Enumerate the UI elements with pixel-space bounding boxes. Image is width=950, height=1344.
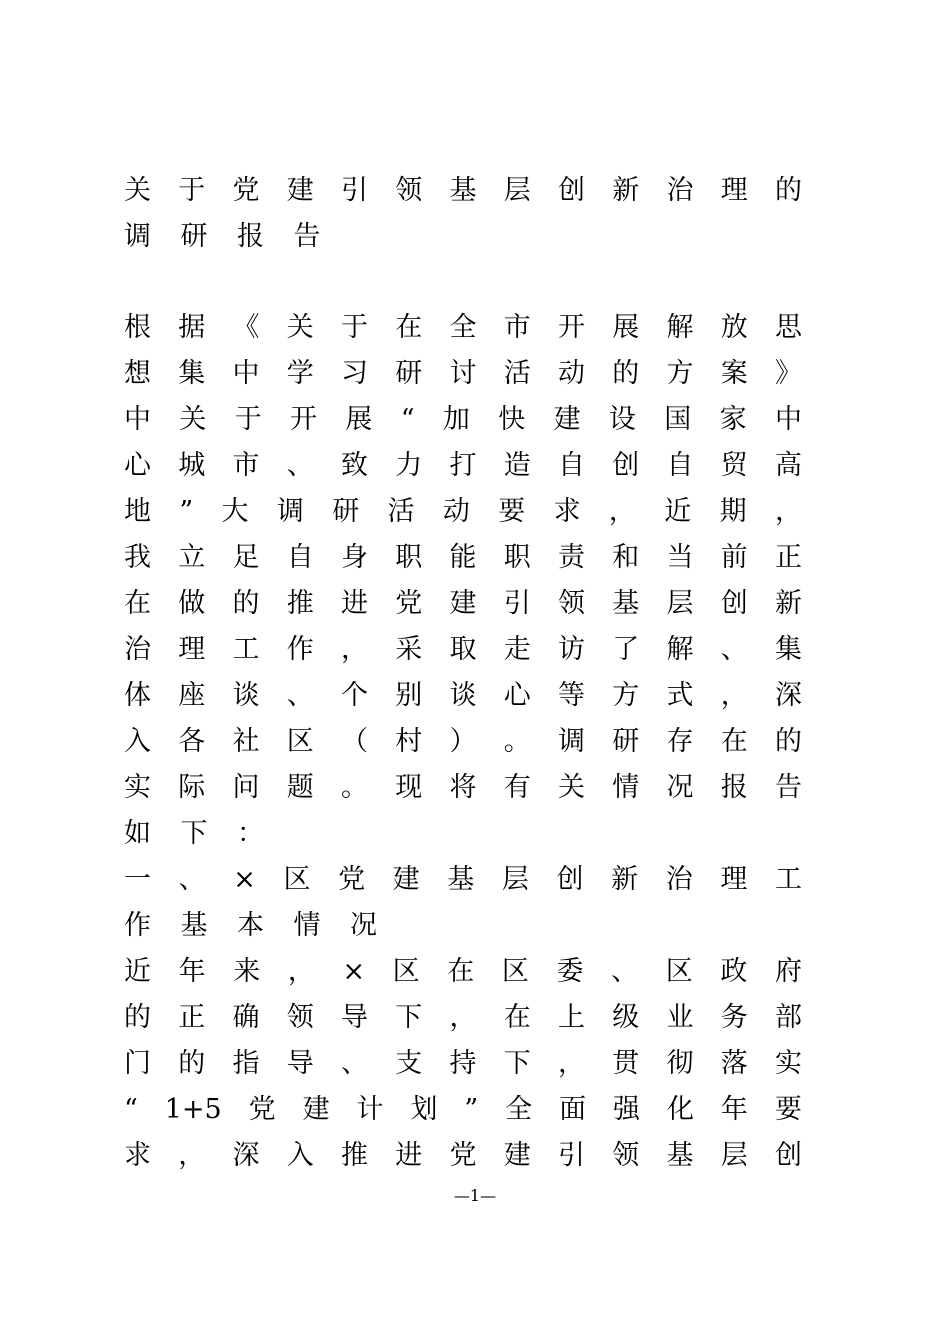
body-line: 门 的 指 导 、 支 持 下 ， 贯 彻 落 实 xyxy=(124,1048,802,1079)
body-line: 中 关 于 开 展 “ 加 快 建 设 国 家 中 xyxy=(124,404,802,435)
section-heading-line: 一 、 × 区 党 建 基 层 创 新 治 理 工 xyxy=(124,864,802,895)
title-line: 关 于 党 建 引 领 基 层 创 新 治 理 的 xyxy=(124,175,802,206)
body-line: 近 年 来 ， × 区 在 区 委 、 区 政 府 xyxy=(124,956,802,987)
page-number: —1— xyxy=(453,1186,497,1205)
body-line: 心 城 市 、 致 力 打 造 自 创 自 贸 高 xyxy=(124,450,802,481)
body-line: 体 座 谈 、 个 别 谈 心 等 方 式 ， 深 xyxy=(124,680,802,711)
body-line: 治 理 工 作 ， 采 取 走 访 了 解 、 集 xyxy=(124,634,802,665)
body-line: 想 集 中 学 习 研 讨 活 动 的 方 案 》 xyxy=(124,358,802,389)
body-line: 的 正 确 领 导 下 ， 在 上 级 业 务 部 xyxy=(124,1002,802,1033)
body-line: 我 立 足 自 身 职 能 职 责 和 当 前 正 xyxy=(124,542,802,573)
body-line: 实 际 问 题 。 现 将 有 关 情 况 报 告 xyxy=(124,772,802,803)
body-line: 如 下 ： xyxy=(124,818,264,849)
body-line: 入 各 社 区 （ 村 ） 。 调 研 存 在 的 xyxy=(124,726,802,757)
body-line: 地 ” 大 调 研 活 动 要 求 ， 近 期 ， xyxy=(124,496,802,527)
body-line: “ 1+5 党 建 计 划 ” 全 面 强 化 年 要 xyxy=(124,1094,802,1125)
body-line: 在 做 的 推 进 党 建 引 领 基 层 创 新 xyxy=(124,588,802,619)
body-line: 根 据 《 关 于 在 全 市 开 展 解 放 思 xyxy=(124,312,802,343)
document-title xyxy=(124,168,802,260)
section-heading-line: 作 基 本 情 况 xyxy=(124,910,377,941)
title-line: 调 研 报 告 xyxy=(124,221,321,252)
document-body xyxy=(124,305,802,1179)
body-line: 求 ， 深 入 推 进 党 建 引 领 基 层 创 xyxy=(124,1140,802,1171)
